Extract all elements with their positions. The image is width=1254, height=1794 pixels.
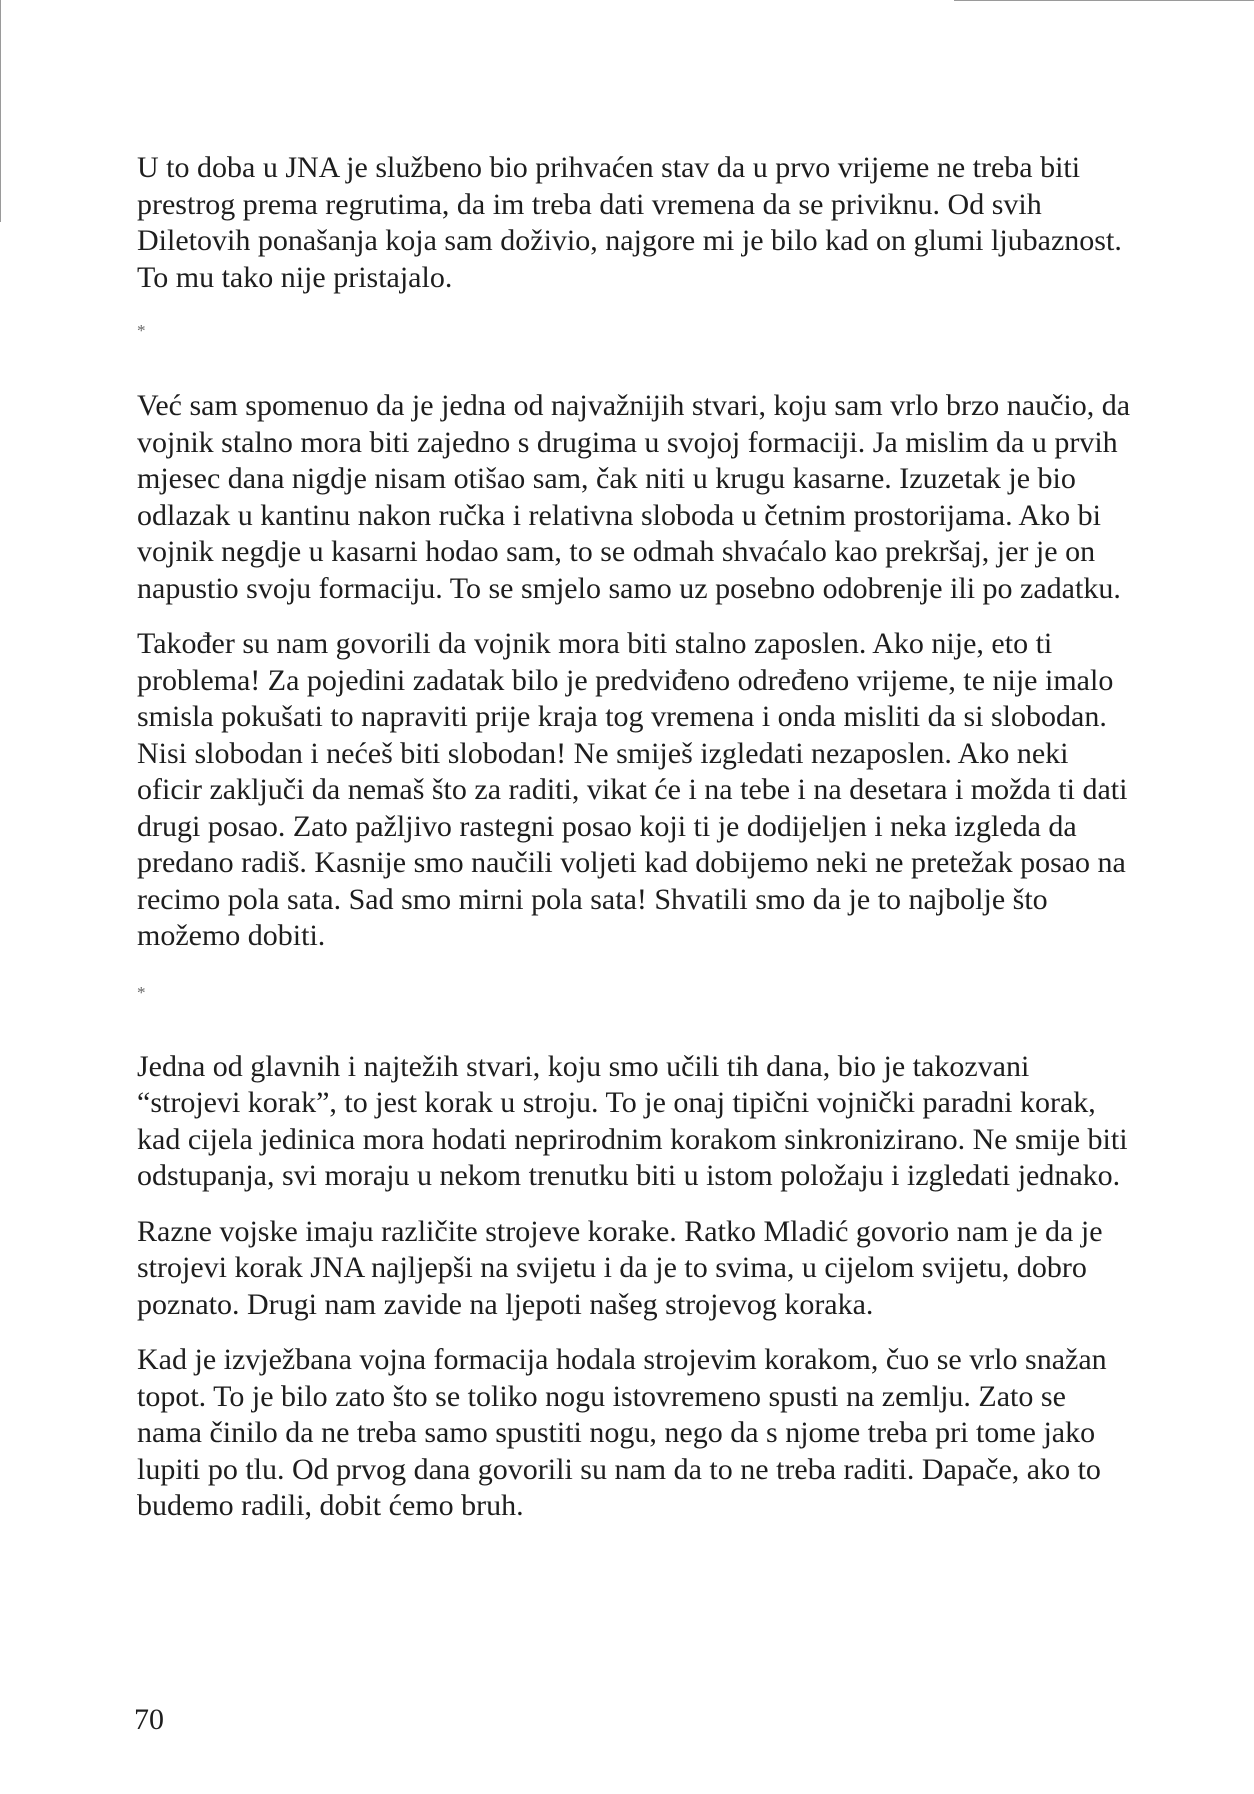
page-body — [137, 150, 1137, 1525]
page-number: 70 — [134, 1703, 164, 1736]
paragraph: Razne vojske imaju različite strojeve korake. Ratko Mladić govorio nam je da je strojevi korak JNA najljepši na svijetu i da je to svima, u cijelom svijetu, dobro poznato. Drugi nam zavide na ljepoti našeg strojevog koraka. — [137, 1214, 1103, 1321]
paragraph: U to doba u JNA je službeno bio prihvaćen stav da u prvo vrijeme ne treba biti prestrog prema regrutima, da im treba dati vremena da se priviknu. Od svih Diletovih ponašanja koja sam doživio, najgore mi je bilo kad on glumi ljubaznost. To mu tako nije pristajalo. — [137, 151, 1122, 294]
scan-edge-left — [0, 0, 1, 222]
paragraph: Već sam spomenuo da je jedna od najvažnijih stvari, koju sam vrlo brzo naučio, da vojnik stalno mora biti zajedno s drugima u svojoj formaciji. Ja mislim da u prvih mjesec dana nigdje nisam otišao sam, čak niti u krugu kasarne. Izuzetak je bio odlazak u kantinu nakon ručka i relativna sloboda u četnim prostorijama. Ako bi vojnik negdje u kasarni hodao sam, to se odmah shvaćalo kao prekršaj, jer je on napustio svoju formaciju. To se smjelo samo uz posebno odobrenje ili po zadatku. — [137, 389, 1131, 605]
section-separator: * — [137, 321, 146, 340]
paragraph: Kad je izvježbana vojna formacija hodala strojevim korakom, čuo se vrlo snažan topot. To je bilo zato što se toliko nogu istovremeno spusti na zemlju. Zato se nama činilo da ne treba samo spustiti nogu, nego da s njome treba pri tome jako lupiti po tlu. Od prvog dana govorili su nam da to ne treba raditi. Dapače, ako to budemo radili, dobit ćemo bruh. — [137, 1343, 1107, 1522]
scan-edge-top — [954, 0, 1254, 1]
section-separator: * — [137, 982, 146, 1002]
paragraph: Također su nam govorili da vojnik mora biti stalno zaposlen. Ako nije, eto ti problema! Za pojedini zadatak bilo je predviđeno određeno vrijeme, te nije imalo smisla pokušati to napraviti prije kraja tog vremena i onda misliti da si slobodan. Nisi slobodan i nećeš biti slobodan! Ne smiješ izgledati nezaposlen. Ako neki oficir zaključi da nemaš što za raditi, vikat će i na tebe i na desetara i možda ti dati drugi posao. Zato pažljivo rastegni posao koji ti je dodijeljen i neka izgleda da predano radiš. Kasnije smo naučili voljeti kad dobijemo neki ne pretežak posao na recimo pola sata. Sad smo mirni pola sata! Shvatili smo da je to najbolje što možemo dobiti. — [137, 627, 1128, 952]
paragraph: Jedna od glavnih i najtežih stvari, koju smo učili tih dana, bio je takozvani “strojevi korak”, to jest korak u stroju. To je onaj tipični vojnički paradni korak, kad cijela jedinica mora hodati neprirodnim korakom sinkronizirano. Ne smije biti odstupanja, svi moraju u nekom trenutku biti u istom položaju i izgledati jednako. — [137, 1049, 1128, 1192]
